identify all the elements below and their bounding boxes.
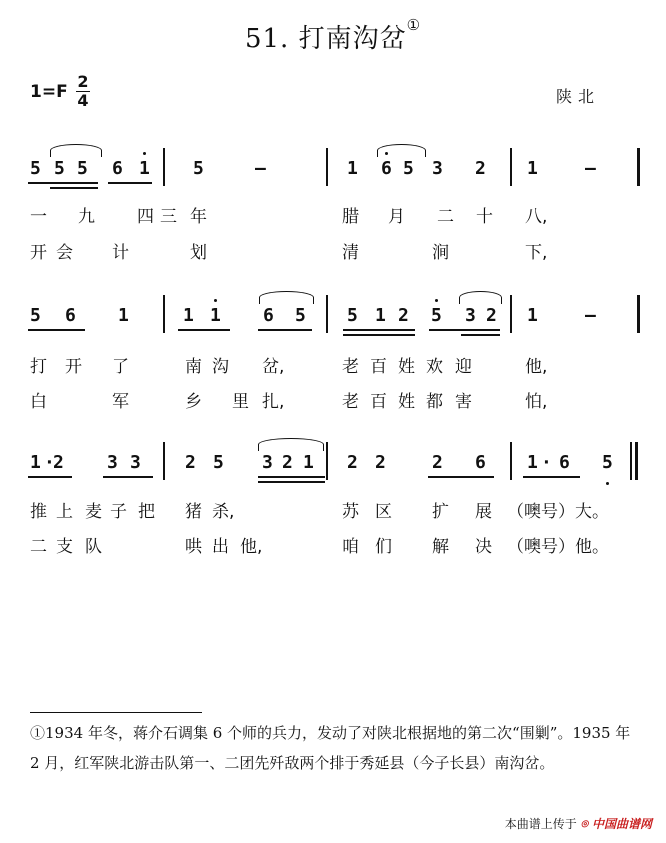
note: — bbox=[255, 158, 266, 179]
note: 5 bbox=[347, 305, 358, 326]
note: · bbox=[541, 452, 552, 473]
time-signature-top: 2 bbox=[77, 72, 89, 91]
time-signature bbox=[76, 74, 90, 109]
high-octave-dot bbox=[214, 299, 217, 302]
beam-underline bbox=[428, 476, 494, 478]
barline bbox=[326, 295, 328, 333]
region-label: 陕北 bbox=[556, 87, 601, 106]
note: 3 bbox=[130, 452, 141, 473]
lyric-syllable: 展 bbox=[475, 502, 492, 522]
note: 6 bbox=[559, 452, 570, 473]
note: 2 bbox=[486, 305, 497, 326]
note: 5 bbox=[295, 305, 306, 326]
beam-underline bbox=[28, 182, 98, 184]
note: 2 bbox=[375, 452, 386, 473]
note: 3 bbox=[465, 305, 476, 326]
note: 1 bbox=[210, 305, 221, 326]
lyric-syllable: 麦 bbox=[85, 502, 102, 522]
note: 5 bbox=[403, 158, 414, 179]
lyric-syllable: 岔, bbox=[262, 357, 285, 377]
note: 6 bbox=[112, 158, 123, 179]
lyric-syllable: 开 bbox=[30, 243, 47, 263]
note: 2 bbox=[282, 452, 293, 473]
lyric-syllable: 上 bbox=[56, 502, 73, 522]
lyric-syllable: 姓 bbox=[398, 392, 415, 412]
lyric-syllable: 白 bbox=[30, 392, 47, 412]
lyric-syllable: 出 bbox=[212, 537, 229, 557]
lyric-syllable: 咱 bbox=[342, 537, 359, 557]
note: 1 bbox=[183, 305, 194, 326]
site-logo-text: 中国曲谱网 bbox=[591, 817, 652, 831]
note: 6 bbox=[263, 305, 274, 326]
barline bbox=[510, 148, 512, 186]
lyric-syllable: 决 bbox=[475, 537, 492, 557]
lyric-syllable: 二 bbox=[437, 207, 454, 227]
note: 1 bbox=[118, 305, 129, 326]
lyric-syllable: 杀, bbox=[212, 502, 235, 522]
footnote-mark: ① bbox=[406, 16, 422, 34]
lyric-syllable: 百 bbox=[370, 392, 387, 412]
lyric-syllable: 会 bbox=[56, 243, 73, 263]
lyric-syllable: 打 bbox=[30, 357, 47, 377]
note: 2 bbox=[185, 452, 196, 473]
lyric-syllable: 他, bbox=[240, 537, 263, 557]
double-barline-thin bbox=[630, 442, 632, 480]
time-signature-bottom: 4 bbox=[77, 91, 89, 110]
lyric-syllable: 八, bbox=[525, 207, 548, 227]
lyric-syllable: 里 bbox=[232, 392, 249, 412]
barline bbox=[510, 295, 512, 333]
low-octave-dot bbox=[606, 482, 609, 485]
note: — bbox=[585, 305, 596, 326]
lyric-syllable: 队 bbox=[85, 537, 102, 557]
lyric-syllable: 欢 bbox=[426, 357, 443, 377]
note: 2 bbox=[347, 452, 358, 473]
note: 5 bbox=[54, 158, 65, 179]
lyric-syllable: 沟 bbox=[212, 357, 229, 377]
slur bbox=[258, 438, 324, 451]
lyric-syllable: 四 bbox=[137, 207, 154, 227]
high-octave-dot bbox=[435, 299, 438, 302]
beam-underline bbox=[343, 329, 415, 331]
beam-underline bbox=[343, 334, 415, 336]
slur bbox=[259, 291, 314, 304]
beam-underline bbox=[523, 476, 580, 478]
beam-underline bbox=[258, 476, 325, 478]
note: 1 bbox=[527, 452, 538, 473]
beam-underline bbox=[258, 329, 312, 331]
barline bbox=[163, 295, 165, 333]
note: 5 bbox=[30, 305, 41, 326]
lyric-syllable: 军 bbox=[112, 392, 129, 412]
slur bbox=[377, 144, 426, 157]
footnote: ①1934 年冬，蒋介石调集 6 个师的兵力，发动了对陕北根据地的第二次“围剿”。1935 年 2 月，红军陕北游击队第一、二团先歼敌两个排于秀延县（今子长县）南沟岔。 bbox=[30, 724, 631, 772]
final-barline bbox=[637, 295, 640, 333]
note: 5 bbox=[431, 305, 442, 326]
note: 6 bbox=[381, 158, 392, 179]
key-signature: 1=F bbox=[30, 82, 68, 102]
song-title-text: 51. 打南沟岔 bbox=[244, 24, 407, 54]
lyric-syllable: 南 bbox=[185, 357, 202, 377]
slur bbox=[50, 144, 102, 157]
note: 2 bbox=[432, 452, 443, 473]
note: 1 bbox=[527, 158, 538, 179]
song-title bbox=[0, 18, 666, 55]
final-barline bbox=[635, 442, 638, 480]
lyric-syllable: 老 bbox=[342, 392, 359, 412]
note: 1 bbox=[30, 452, 41, 473]
note: 5 bbox=[213, 452, 224, 473]
lyric-syllable: 二 bbox=[30, 537, 47, 557]
lyric-syllable: 十 bbox=[476, 207, 493, 227]
beam-underline bbox=[258, 481, 325, 483]
beam-underline bbox=[28, 329, 85, 331]
lyric-syllable: 清 bbox=[342, 243, 359, 263]
lyric-syllable: 猪 bbox=[185, 502, 202, 522]
beam-underline bbox=[50, 187, 98, 189]
note: 5 bbox=[77, 158, 88, 179]
beam-underline bbox=[108, 182, 152, 184]
slur bbox=[459, 291, 502, 304]
lyric-syllable: 扎, bbox=[262, 392, 285, 412]
beam-underline bbox=[103, 476, 153, 478]
beam-underline bbox=[178, 329, 230, 331]
note: 6 bbox=[65, 305, 76, 326]
note: 5 bbox=[30, 158, 41, 179]
lyric-syllable: 姓 bbox=[398, 357, 415, 377]
lyric-syllable: （噢号）他。 bbox=[507, 537, 609, 557]
lyric-syllable: 三 bbox=[160, 207, 177, 227]
note: 1 bbox=[375, 305, 386, 326]
lyric-syllable: 计 bbox=[112, 243, 129, 263]
lyric-syllable: 开 bbox=[65, 357, 82, 377]
lyric-syllable: 年 bbox=[190, 207, 207, 227]
lyric-syllable: 支 bbox=[56, 537, 73, 557]
lyric-syllable: 了 bbox=[112, 357, 129, 377]
lyric-syllable: 乡 bbox=[185, 392, 202, 412]
lyric-syllable: 下, bbox=[525, 243, 548, 263]
lyric-syllable: 哄 bbox=[185, 537, 202, 557]
barline bbox=[326, 442, 328, 480]
note: · bbox=[44, 452, 55, 473]
site-footer bbox=[505, 815, 652, 832]
note: 1 bbox=[303, 452, 314, 473]
final-barline bbox=[637, 148, 640, 186]
lyric-syllable: 他, bbox=[525, 357, 548, 377]
note: 3 bbox=[262, 452, 273, 473]
note: 2 bbox=[475, 158, 486, 179]
note: 6 bbox=[475, 452, 486, 473]
lyric-syllable: 们 bbox=[375, 537, 392, 557]
footer-text: 本曲谱上传于 bbox=[504, 817, 577, 831]
note: 1 bbox=[527, 305, 538, 326]
high-octave-dot bbox=[143, 152, 146, 155]
note: 1 bbox=[139, 158, 150, 179]
lyric-syllable: 老 bbox=[342, 357, 359, 377]
lyric-syllable: 腊 bbox=[342, 207, 359, 227]
note: 1 bbox=[347, 158, 358, 179]
lyric-syllable: 推 bbox=[30, 502, 47, 522]
beam-underline bbox=[461, 334, 500, 336]
note: 3 bbox=[107, 452, 118, 473]
site-logo: ⌾ 中国曲谱网 bbox=[580, 817, 652, 831]
note: 5 bbox=[193, 158, 204, 179]
note: 2 bbox=[53, 452, 64, 473]
footnote-divider bbox=[30, 712, 202, 713]
lyric-syllable: 怕, bbox=[525, 392, 548, 412]
beam-underline bbox=[429, 329, 500, 331]
lyric-syllable: 苏 bbox=[342, 502, 359, 522]
lyric-syllable: 划 bbox=[190, 243, 207, 263]
barline bbox=[163, 442, 165, 480]
lyric-syllable: 扩 bbox=[432, 502, 449, 522]
lyric-syllable: 害 bbox=[455, 392, 472, 412]
lyric-syllable: 月 bbox=[388, 207, 405, 227]
barline bbox=[326, 148, 328, 186]
note: 5 bbox=[602, 452, 613, 473]
lyric-syllable: 区 bbox=[375, 502, 392, 522]
note: 2 bbox=[398, 305, 409, 326]
lyric-syllable: （噢号）大。 bbox=[507, 502, 609, 522]
lyric-syllable: 子 bbox=[110, 502, 127, 522]
lyric-syllable: 迎 bbox=[455, 357, 472, 377]
beam-underline bbox=[28, 476, 72, 478]
lyric-syllable: 一 bbox=[30, 207, 47, 227]
note: — bbox=[585, 158, 596, 179]
barline bbox=[163, 148, 165, 186]
lyric-syllable: 涧 bbox=[432, 243, 449, 263]
note: 3 bbox=[432, 158, 443, 179]
lyric-syllable: 解 bbox=[432, 537, 449, 557]
lyric-syllable: 都 bbox=[426, 392, 443, 412]
lyric-syllable: 百 bbox=[370, 357, 387, 377]
lyric-syllable: 九 bbox=[78, 207, 95, 227]
barline bbox=[510, 442, 512, 480]
lyric-syllable: 把 bbox=[138, 502, 155, 522]
